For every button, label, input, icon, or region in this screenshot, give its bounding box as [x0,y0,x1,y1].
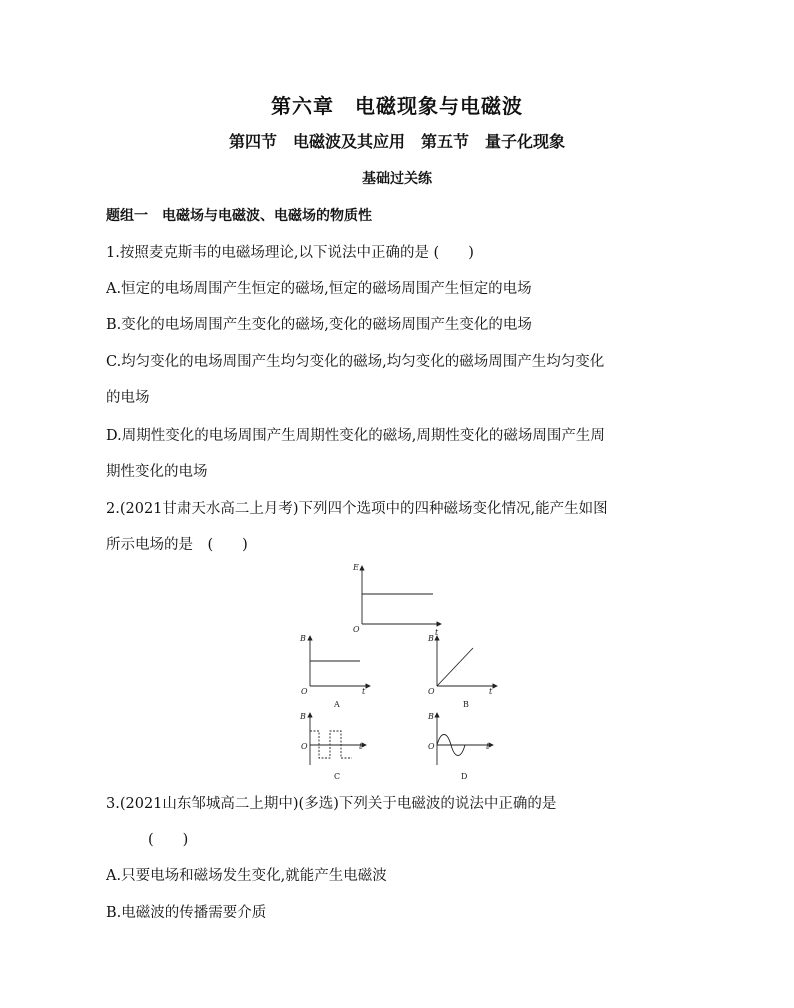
d-origin-label: O [428,742,435,751]
d-x-label: t [486,742,490,751]
q3-stem-line1: 3.(2021山东邹城高二上期中)(多选)下列关于电磁波的说法中正确的是 [106,796,557,812]
c-x-label: t [359,742,363,751]
a-y-label: B [300,634,306,643]
b-origin-label: O [428,687,435,696]
d-y-label: B [428,712,434,721]
figure-option-d-graph [425,707,505,783]
c-origin-label: O [301,742,308,751]
q1-option-c-line2: 的电场 [106,390,150,406]
q2-stem-line1: 2.(2021甘肃天水高二上月考)下列四个选项中的四种磁场变化情况,能产生如图 [106,501,608,517]
exercise-type-title: 基础过关练 [362,171,432,187]
group-1-title: 题组一 电磁场与电磁波、电磁场的物质性 [106,208,372,224]
q3-option-a: A.只要电场和磁场发生变化,就能产生电磁波 [106,868,387,884]
section-titles: 第四节 电磁波及其应用 第五节 量子化现象 [228,132,565,151]
a-origin-label: O [301,687,308,696]
a-caption: A [334,700,340,709]
q1-option-c-line1: C.均匀变化的电场周围产生均匀变化的磁场,均匀变化的磁场周围产生均匀变化 [106,354,605,370]
main-x-label: t [435,628,439,637]
q1-option-d-line1: D.周期性变化的电场周围产生周期性变化的磁场,周期性变化的磁场周围产生周 [106,428,605,444]
main-origin-label: O [353,625,360,634]
q3-option-b: B.电磁波的传播需要介质 [106,905,267,921]
figure-option-a-graph [296,630,376,710]
b-y-label: B [428,634,434,643]
a-x-label: t [362,687,366,696]
figure-e-t-graph [345,560,445,638]
q3-stem-line2: ( ) [148,832,189,848]
q1-option-d-line2: 期性变化的电场 [106,464,208,480]
q2-stem-line2: 所示电场的是 ( ) [106,537,248,553]
q1-option-a: A.恒定的电场周围产生恒定的磁场,恒定的磁场周围产生恒定的电场 [106,281,532,297]
b-caption: B [463,700,469,709]
q1-stem: 1.按照麦克斯韦的电磁场理论,以下说法中正确的是 ( ) [106,245,474,261]
d-caption: D [461,772,468,781]
c-caption: C [334,772,341,781]
b-x-label: t [489,687,493,696]
figure-option-c-graph [296,707,376,783]
c-y-label: B [300,712,306,721]
chapter-title: 第六章 电磁现象与电磁波 [271,94,523,118]
figure-option-b-graph [425,630,505,710]
q1-option-b: B.变化的电场周围产生变化的磁场,变化的磁场周围产生变化的电场 [106,317,532,333]
main-y-label: E [353,563,359,572]
